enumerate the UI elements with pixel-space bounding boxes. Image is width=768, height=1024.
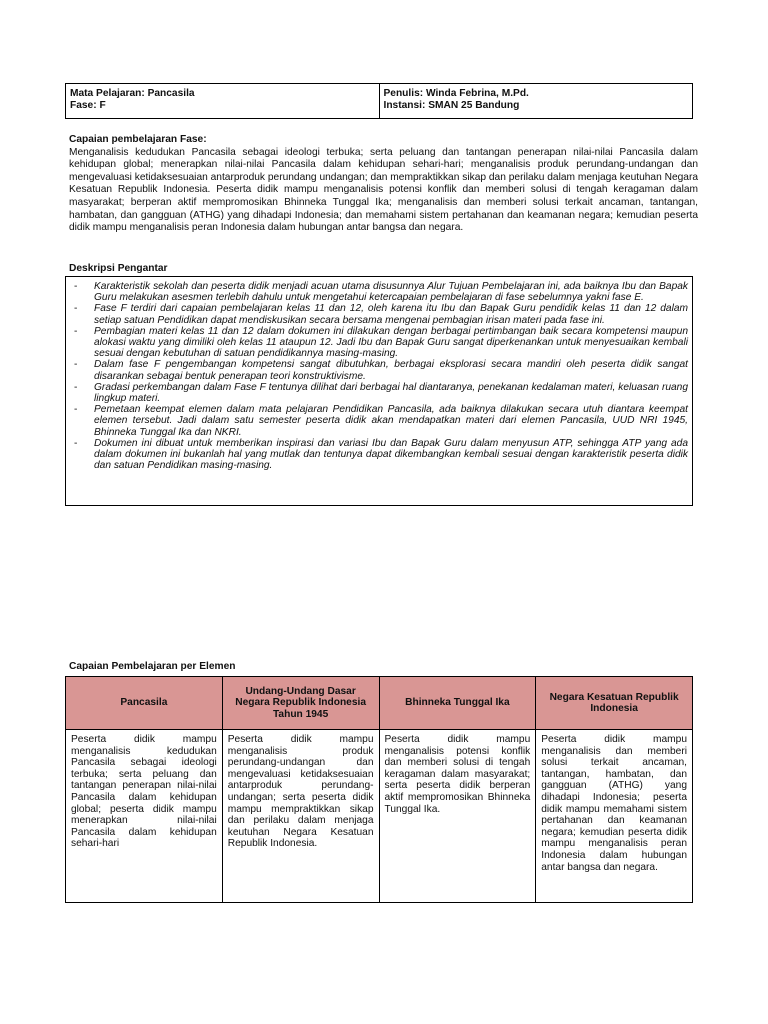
capaian-fase-text: Menganalisis kedudukan Pancasila sebagai ideologi terbuka; serta peluang dan tantangan penerapan nilai-nilai Pancasila dalam kehidupan global; menerapkan nilai-nilai Pancasila dalam kehidupan sehari-hari; menganalisis produk perundang-undangan dan mengevaluasi ketidaksesuaian antarproduk perundang undangan; dan mempraktikkan sikap dan perilaku dalam menjaga keutuhan Negara Kesatuan Republik Indonesia. Peserta didik mampu menganalisis potensi konflik dan memberi solusi di tengah keragaman dalam masyarakat; berperan aktif mempromosikan Bhinneka Tunggal Ika; menganalisis dan memberi solusi terkait ancaman, tantangan, hambatan, dan gangguan (ATHG) yang dihadapi Indonesia; dan memahami sistem pertahanan dan keamanan negara; kemudian peserta didik mampu menganalisis peran Indonesia dalam hubungan antar bangsa dan negara. xyxy=(69,146,698,234)
instansi-label: Instansi: SMAN 25 Bandung xyxy=(383,99,520,111)
bullet-dash: - xyxy=(74,381,78,393)
elemen-cell-bhinneka: Peserta didik mampu menganalisis potensi konflik dan memberi solusi di tengah keragaman dalam masyarakat; serta peserta didik berperan aktif mempromosikan Bhinneka Tunggal Ika. xyxy=(379,730,536,903)
header-right-cell xyxy=(379,84,693,118)
elemen-header-bhinneka: Bhinneka Tunggal Ika xyxy=(379,677,536,730)
list-item: - Fase F terdiri dari capaian pembelajaran kelas 11 dan 12, oleh karena itu Ibu dan Bapak Guru pendidik kelas 11 dan 12 dalam setiap satuan Pendidikan dapat mendiskusikan secara bersama mengenai pembagian irisan materi pada fase ini. xyxy=(74,303,688,326)
elemen-header-nkri: Negara Kesatuan Republik Indonesia xyxy=(536,677,693,730)
deskripsi-title: Deskripsi Pengantar xyxy=(69,263,168,274)
list-item: - Pemetaan keempat elemen dalam mata pelajaran Pendidikan Pancasila, ada baiknya dilakukan secara utuh diantara keempat elemen tersebut. Jadi dalam satu semester peserta didik akan mendapatkan materi dari elemen Pancasila, UUD NRI 1945, Bhinneka Tunggal Ika dan NKRI. xyxy=(74,404,688,438)
deskripsi-list xyxy=(74,281,688,471)
bullet-dash: - xyxy=(74,281,78,292)
capaian-fase-title: Capaian pembelajaran Fase: xyxy=(69,134,207,145)
penulis-label: Penulis: Winda Febrina, M.Pd. xyxy=(383,88,529,99)
list-item: - Dokumen ini dibuat untuk memberikan inspirasi dan variasi Ibu dan Bapak Guru dalam menyusun ATP, sehingga ATP yang ada dalam dokumen ini bukanlah hal yang mutlak dan tentunya dapat dikembangkan kembali sesuai dengan karakteristik peserta didik dan satuan Pendidikan masing-masing. xyxy=(74,437,688,472)
elemen-header-pancasila: Pancasila xyxy=(66,677,223,730)
elemen-header-uud: Undang-Undang Dasar Negara Republik Indonesia Tahun 1945 xyxy=(222,677,379,730)
elemen-header-row xyxy=(66,677,693,730)
bullet-dash: - xyxy=(74,404,78,416)
capaian-fase-section xyxy=(69,134,698,235)
list-item: - Karakteristik sekolah dan peserta didik menjadi acuan utama disusunnya Alur Tujuan Pembelajaran ini, ada baiknya Ibu dan Bapak Guru melakukan asesmen terlebih dahulu untuk mengetahui ketercapaian pembelajaran di fase sebelumnya yakni fase E. xyxy=(74,281,688,304)
bullet-dash: - xyxy=(74,303,78,315)
elemen-cell-uud: Peserta didik mampu menganalisis produk perundang-undangan dan mengevaluasi ketidaksesuaian antarproduk perundang-undangan; serta peserta didik mampu mempraktikkan sikap dan perilaku dalam menjaga keutuhan Negara Kesatuan Republik Indonesia. xyxy=(222,730,379,903)
mata-pelajaran-label: Mata Pelajaran: Pancasila xyxy=(70,88,195,99)
list-item: - Gradasi perkembangan dalam Fase F tentunya dilihat dari berbagai hal diantaranya, penekanan kedalaman materi, keluasan ruang lingkup materi. xyxy=(74,381,688,405)
elemen-cell-pancasila: Peserta didik mampu menganalisis kedudukan Pancasila sebagai ideologi terbuka; serta peluang dan tantangan penerapan nilai-nilai Pancasila dalam kehidupan global; peserta didik mampu menerapkan nilai-nilai Pancasila dalam kehidupan sehari-hari xyxy=(66,730,223,903)
bullet-dash: - xyxy=(74,437,78,449)
elemen-table xyxy=(65,676,693,903)
elemen-title: Capaian Pembelajaran per Elemen xyxy=(69,661,236,672)
bullet-dash: - xyxy=(74,325,78,337)
list-item: - Pembagian materi kelas 11 dan 12 dalam dokumen ini dilakukan dengan berbagai pertimbangan baik secara kompetensi maupun alokasi waktu yang dimiliki oleh kelas 11 ataupun 12. Jadi Ibu dan Bapak Guru sangat diperkenankan untuk menyesuaikan kembali sesuai dengan kebutuhan di satuan pendidikannya masing-masing. xyxy=(74,325,688,360)
bullet-dash: - xyxy=(74,359,78,371)
deskripsi-box xyxy=(65,276,693,506)
table-row xyxy=(66,730,693,903)
header-left-cell xyxy=(66,84,379,118)
fase-label: Fase: F xyxy=(70,99,106,111)
elemen-cell-nkri: Peserta didik mampu menganalisis dan memberi solusi terkait ancaman, tantangan, hambatan, dan gangguan (ATHG) yang dihadapi Indonesia; peserta didik mampu memahami sistem pertahanan dan keamanan negara; kemudian peserta didik mampu menganalisis peran Indonesia dalam hubungan antar bangsa dan negara. xyxy=(536,730,693,903)
header-table xyxy=(65,83,693,119)
list-item: - Dalam fase F pengembangan kompetensi sangat dibutuhkan, berbagai eksplorasi secara mandiri oleh peserta didik sangat disarankan sebagai bentuk penerapan teori konstruktivisme. xyxy=(74,359,688,382)
